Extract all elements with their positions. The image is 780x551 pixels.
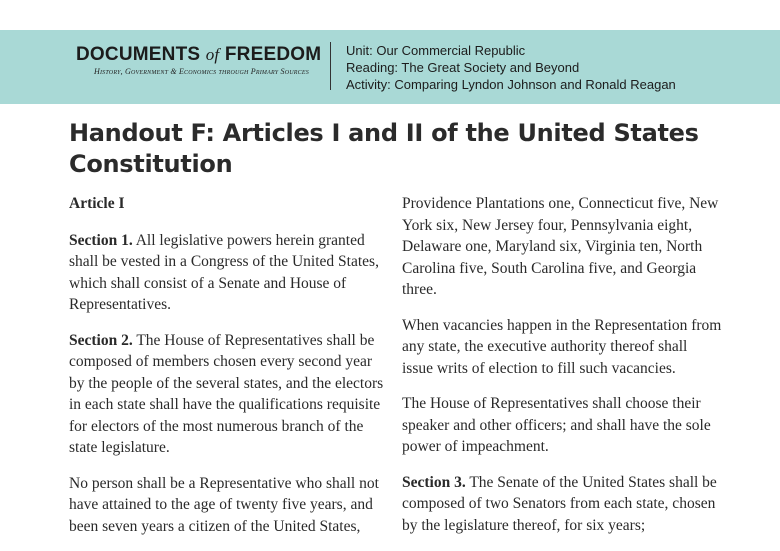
unit-line: Unit: Our Commercial Republic: [346, 43, 526, 58]
reading-line: Reading: The Great Society and Beyond: [346, 60, 580, 75]
section-2-label: Section 2.: [69, 331, 133, 349]
brand-subtitle: History, Government & Economics through Primary Sources: [94, 67, 309, 76]
section-3-text: The Senate of the United States shall be composed of two Senators from each state, chosen by the legislature thereof, for six years;: [402, 473, 717, 534]
section-1-paragraph: [69, 230, 389, 316]
brand-title-documents: DOCUMENTS: [76, 44, 201, 65]
unit-info: [346, 42, 676, 93]
section-2-paragraph: [69, 330, 389, 459]
activity-line: Activity: Comparing Lyndon Johnson and Ronald Reagan: [346, 77, 676, 92]
page-title: Handout F: Articles I and II of the United States Constitution: [69, 119, 699, 178]
qualification-paragraph: No person shall be a Representative who shall not have attained to the age of twenty five years, and been seven years a citizen of the United States,: [69, 474, 379, 535]
left-column: [69, 193, 389, 551]
brand-logo: [76, 44, 322, 76]
section-3-label: Section 3.: [402, 473, 466, 491]
section-2-text: The House of Representatives shall be composed of members chosen every second year by the people of the several states, and the electors in each state shall have the qualifications requisite for electors of the most numerous branch of the state legislature.: [69, 331, 384, 456]
brand-title-freedom: FREEDOM: [224, 44, 322, 65]
header-banner: [0, 30, 780, 104]
brand-title: [76, 44, 322, 66]
brand-title-of: of: [205, 45, 220, 64]
apportionment-paragraph: Providence Plantations one, Connecticut five, New York six, New Jersey four, Pennsylvania eight, Delaware one, Maryland six, Virginia ten, North Carolina five, South Carolina five, and Georgia three.: [402, 195, 719, 298]
speaker-paragraph: The House of Representatives shall choose their speaker and other officers; and shall have the sole power of impeachment.: [402, 395, 711, 455]
section-1-text: All legislative powers herein granted shall be vested in a Congress of the United States, which shall consist of a Senate and House of Representatives.: [69, 231, 379, 313]
article-heading: Article I: [69, 195, 125, 212]
vacancies-paragraph: When vacancies happen in the Representation from any state, the executive authority thereof shall issue writs of election to fill such vacancies.: [402, 316, 722, 377]
section-3-paragraph: [402, 472, 722, 537]
section-1-label: Section 1.: [69, 231, 133, 249]
right-column: [402, 193, 722, 550]
header-divider: [330, 42, 331, 90]
